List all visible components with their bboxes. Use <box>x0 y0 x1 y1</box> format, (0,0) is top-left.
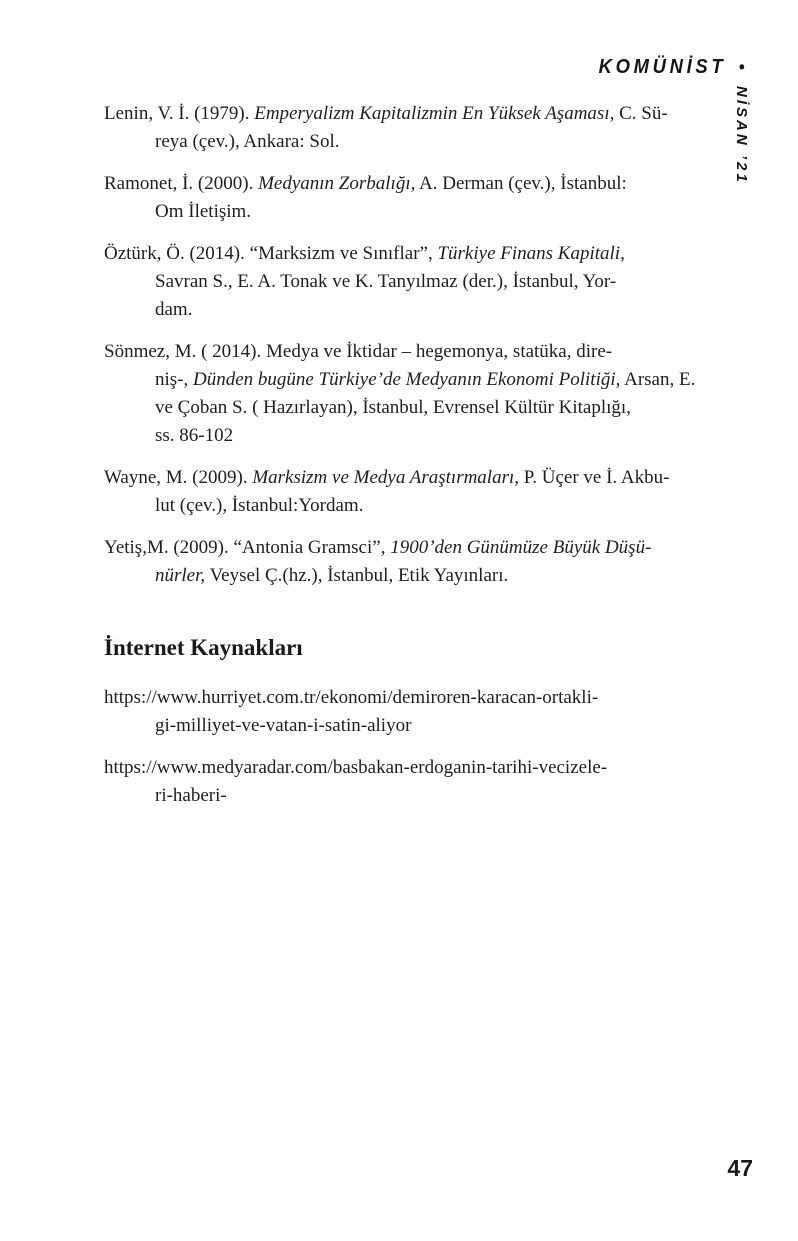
reference-entry <box>104 240 696 324</box>
url-line: https://www.medyaradar.com/basbakan-erdoganin-tarihi-vecizele- <box>104 757 608 778</box>
reference-line <box>104 128 696 156</box>
reference-line <box>104 366 696 394</box>
bullet-icon: • <box>739 57 745 77</box>
reference-entry <box>104 338 696 450</box>
reference-title-italic: 1900’den Günümüze Büyük Düşü- <box>390 537 652 558</box>
reference-line <box>104 170 696 198</box>
reference-text: Ramonet, İ. (2000). <box>104 173 259 194</box>
reference-line <box>104 394 696 422</box>
reference-text: C. Sü- <box>614 103 668 124</box>
reference-text: ve Çoban S. ( Hazırlayan), İstanbul, Evrensel Kültür Kitaplığı, <box>155 397 631 418</box>
reference-line <box>104 198 696 226</box>
reference-line <box>104 534 696 562</box>
url-line: https://www.hurriyet.com.tr/ekonomi/demiroren-karacan-ortakli- <box>104 687 599 708</box>
url-line: gi-milliyet-ve-vatan-i-satin-aliyor <box>155 715 412 736</box>
reference-entry <box>104 170 696 226</box>
reference-text: A. Derman (çev.), İstanbul: <box>415 173 627 194</box>
section-heading-internet-sources: İnternet Kaynakları <box>104 635 303 660</box>
reference-text: Om İletişim. <box>155 201 252 222</box>
reference-text: niş-, <box>155 369 193 390</box>
reference-text: reya (çev.), Ankara: Sol. <box>155 131 340 152</box>
url-list <box>104 684 696 810</box>
url-line: ri-haberi- <box>155 785 227 806</box>
reference-text: Sönmez, M. ( 2014). Medya ve İktidar – hegemonya, statüka, dire- <box>104 341 613 362</box>
reference-line <box>104 492 696 520</box>
url-entry <box>104 684 696 740</box>
reference-title-italic: Türkiye Finans Kapitali, <box>437 243 625 264</box>
reference-title-italic: Emperyalizm Kapitalizmin En Yüksek Aşaması, <box>254 103 615 124</box>
reference-text: Öztürk, Ö. (2014). “Marksizm ve Sınıflar”, <box>104 243 438 264</box>
reference-title-italic: nürler, <box>155 565 206 586</box>
reference-title-italic: Dünden bugüne Türkiye’de Medyanın Ekonomi Politiği, <box>193 369 621 390</box>
reference-title-italic: Marksizm ve Medya Araştırmaları, <box>252 467 520 488</box>
reference-title-italic: Medyanın Zorbalığı, <box>258 173 416 194</box>
reference-text: Veysel Ç.(hz.), İstanbul, Etik Yayınları. <box>205 565 509 586</box>
page-number: 47 <box>727 1155 753 1181</box>
reference-text: Savran S., E. A. Tonak ve K. Tanyılmaz (der.), İstanbul, Yor- <box>155 271 617 292</box>
reference-line <box>104 562 696 590</box>
reference-text: Lenin, V. İ. (1979). <box>104 103 255 124</box>
reference-line <box>104 240 696 268</box>
reference-line <box>104 268 696 296</box>
reference-line <box>104 338 696 366</box>
reference-line <box>104 296 696 324</box>
reference-text: Arsan, E. <box>620 369 696 390</box>
reference-list <box>104 100 696 590</box>
reference-line <box>104 422 696 450</box>
url-entry <box>104 754 696 810</box>
reference-entry <box>104 464 696 520</box>
issue-label-vertical: NİSAN ’21 <box>733 86 750 185</box>
reference-line <box>104 100 696 128</box>
magazine-title: KOMÜNİST <box>599 56 727 78</box>
reference-entry <box>104 100 696 156</box>
reference-text: dam. <box>155 299 193 320</box>
reference-line <box>104 464 696 492</box>
reference-text: Yetiş,M. (2009). “Antonia Gramsci”, <box>104 537 391 558</box>
reference-text: lut (çev.), İstanbul:Yordam. <box>155 495 364 516</box>
reference-text: P. Üçer ve İ. Akbu- <box>519 467 670 488</box>
reference-entry <box>104 534 696 590</box>
reference-text: Wayne, M. (2009). <box>104 467 253 488</box>
page-content <box>104 100 696 824</box>
running-header <box>599 56 745 79</box>
reference-text: ss. 86-102 <box>155 425 234 446</box>
